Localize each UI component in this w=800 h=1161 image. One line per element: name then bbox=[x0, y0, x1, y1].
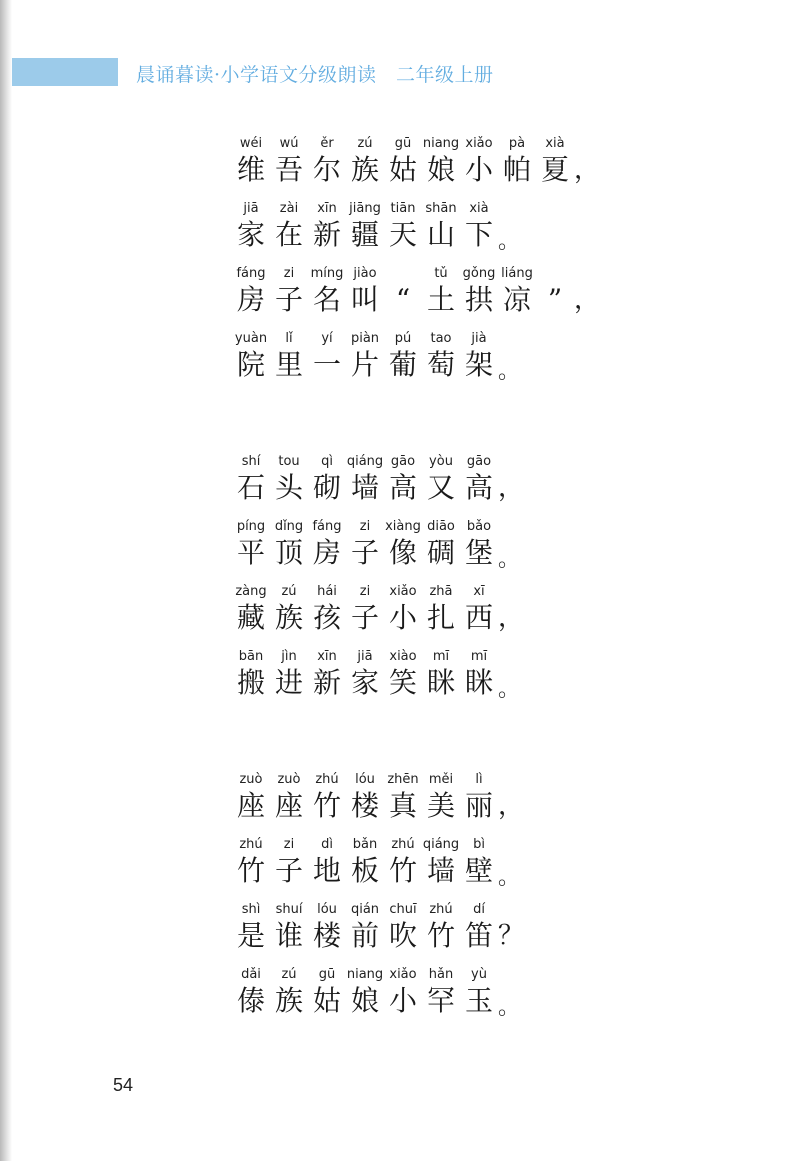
pinyin-syllable: jiā bbox=[357, 649, 373, 664]
hanzi-character: 片 bbox=[350, 348, 379, 381]
pinyin-syllable: ěr bbox=[320, 136, 334, 151]
pinyin-syllable: shì bbox=[241, 902, 261, 917]
poem-line bbox=[232, 961, 612, 1026]
hanzi-character: 扎 bbox=[426, 601, 455, 634]
pinyin-row bbox=[232, 649, 498, 665]
pinyin-syllable: gū bbox=[394, 136, 412, 151]
pinyin-syllable: liáng bbox=[501, 266, 533, 281]
pinyin-syllable: dǎi bbox=[241, 967, 261, 982]
hanzi-character: “ bbox=[395, 283, 411, 316]
hanzi-character: 凉 bbox=[502, 283, 531, 316]
pinyin-syllable: měi bbox=[428, 772, 454, 787]
hanzi-character: 是 bbox=[236, 919, 265, 952]
hanzi-character: 架 bbox=[464, 348, 493, 381]
hanzi-row bbox=[232, 788, 525, 824]
poem-line bbox=[232, 325, 612, 390]
poem-line bbox=[232, 831, 612, 896]
hanzi-character: 帕 bbox=[502, 153, 531, 186]
pinyin-syllable: xià bbox=[469, 201, 489, 216]
pinyin-syllable: jiā bbox=[243, 201, 259, 216]
stanza bbox=[232, 766, 612, 1026]
pinyin-syllable bbox=[384, 266, 422, 282]
pinyin-syllable: hǎn bbox=[428, 967, 454, 982]
pinyin-syllable: niang bbox=[422, 136, 460, 151]
pinyin-syllable: shí bbox=[241, 454, 261, 469]
hanzi-character: 丽 bbox=[464, 789, 493, 822]
pinyin-syllable: bān bbox=[238, 649, 264, 664]
hanzi-character: 拱 bbox=[464, 283, 493, 316]
punctuation-mark: 。 bbox=[498, 995, 521, 1020]
page-spine-shadow bbox=[0, 0, 12, 1161]
pinyin-syllable: zhú bbox=[315, 772, 339, 787]
pinyin-syllable: zú bbox=[281, 584, 297, 599]
hanzi-character: 竹 bbox=[236, 854, 265, 887]
pinyin-syllable: fáng bbox=[236, 266, 266, 281]
pinyin-syllable: zi bbox=[283, 837, 295, 852]
hanzi-character: 笛 bbox=[464, 919, 493, 952]
pinyin-syllable: jiāng bbox=[349, 201, 381, 216]
hanzi-character: 座 bbox=[236, 789, 265, 822]
pinyin-syllable: zhú bbox=[239, 837, 263, 852]
hanzi-character: ” bbox=[547, 283, 563, 316]
pinyin-syllable: qì bbox=[321, 454, 333, 469]
pinyin-syllable: hái bbox=[317, 584, 337, 599]
pinyin-syllable: zàng bbox=[235, 584, 267, 599]
hanzi-character: 谁 bbox=[274, 919, 303, 952]
punctuation-mark: ， bbox=[498, 791, 525, 821]
poem-line bbox=[232, 766, 612, 831]
hanzi-character: 墙 bbox=[426, 854, 455, 887]
hanzi-character: 家 bbox=[236, 218, 265, 251]
pinyin-syllable: yù bbox=[471, 967, 487, 982]
hanzi-character: 楼 bbox=[350, 789, 379, 822]
pinyin-syllable: tao bbox=[430, 331, 452, 346]
hanzi-character: 夏 bbox=[540, 153, 569, 186]
punctuation-mark: 。 bbox=[498, 865, 521, 890]
header-color-bar bbox=[12, 58, 118, 86]
pinyin-row bbox=[232, 837, 498, 853]
hanzi-character: 高 bbox=[388, 471, 417, 504]
hanzi-character: 小 bbox=[464, 153, 493, 186]
pinyin-syllable: jìn bbox=[281, 649, 297, 664]
hanzi-character: 吾 bbox=[274, 153, 303, 186]
pinyin-row bbox=[232, 331, 498, 347]
hanzi-character: 碉 bbox=[426, 536, 455, 569]
pinyin-syllable: qiáng bbox=[422, 837, 460, 852]
hanzi-character: 小 bbox=[388, 601, 417, 634]
punctuation-mark: 。 bbox=[498, 547, 521, 572]
hanzi-character: 新 bbox=[312, 666, 341, 699]
pinyin-syllable: píng bbox=[236, 519, 266, 534]
pinyin-syllable: xīn bbox=[317, 201, 337, 216]
pinyin-syllable: lǐ bbox=[285, 331, 293, 346]
hanzi-character: 头 bbox=[274, 471, 303, 504]
hanzi-character: 罕 bbox=[426, 984, 455, 1017]
hanzi-character: 玉 bbox=[464, 984, 493, 1017]
punctuation-mark: ， bbox=[574, 155, 601, 185]
pinyin-syllable: tǔ bbox=[434, 266, 448, 281]
pinyin-syllable: shuí bbox=[275, 902, 303, 917]
hanzi-row bbox=[232, 918, 525, 954]
pinyin-syllable: tiān bbox=[390, 201, 416, 216]
pinyin-row bbox=[232, 201, 498, 217]
punctuation-mark: ， bbox=[498, 473, 525, 503]
hanzi-character: 一 bbox=[312, 348, 341, 381]
hanzi-character: 族 bbox=[274, 601, 303, 634]
punctuation-mark: 。 bbox=[498, 359, 521, 384]
pinyin-syllable: zài bbox=[279, 201, 299, 216]
pinyin-syllable: xiǎo bbox=[389, 967, 417, 982]
poem-line bbox=[232, 195, 612, 260]
pinyin-syllable: gǒng bbox=[462, 266, 496, 281]
hanzi-character: 座 bbox=[274, 789, 303, 822]
pinyin-syllable: dǐng bbox=[274, 519, 304, 534]
hanzi-character: 美 bbox=[426, 789, 455, 822]
pinyin-syllable: zú bbox=[281, 967, 297, 982]
hanzi-character: 里 bbox=[274, 348, 303, 381]
punctuation-mark: ， bbox=[498, 603, 525, 633]
hanzi-character: 墙 bbox=[350, 471, 379, 504]
pinyin-syllable: gāo bbox=[466, 454, 492, 469]
punctuation-mark: 。 bbox=[498, 229, 521, 254]
pinyin-syllable: míng bbox=[310, 266, 344, 281]
hanzi-character: 萄 bbox=[426, 348, 455, 381]
hanzi-character: 族 bbox=[350, 153, 379, 186]
pinyin-syllable: gū bbox=[318, 967, 336, 982]
hanzi-character: 子 bbox=[274, 283, 303, 316]
hanzi-character: 竹 bbox=[312, 789, 341, 822]
pinyin-syllable: yí bbox=[321, 331, 333, 346]
hanzi-character: 土 bbox=[426, 283, 455, 316]
pinyin-syllable: zhú bbox=[391, 837, 415, 852]
pinyin-syllable: yòu bbox=[429, 454, 453, 469]
stanza bbox=[232, 448, 612, 708]
hanzi-character: 葡 bbox=[388, 348, 417, 381]
pinyin-syllable: bǎn bbox=[352, 837, 378, 852]
hanzi-character: 平 bbox=[236, 536, 265, 569]
hanzi-character: 眯 bbox=[426, 666, 455, 699]
hanzi-character: 子 bbox=[350, 536, 379, 569]
pinyin-syllable: lóu bbox=[355, 772, 375, 787]
pinyin-row bbox=[232, 967, 498, 983]
pinyin-syllable: zi bbox=[359, 519, 371, 534]
pinyin-syllable: jià bbox=[471, 331, 487, 346]
hanzi-character: 前 bbox=[350, 919, 379, 952]
hanzi-character: 房 bbox=[312, 536, 341, 569]
hanzi-character: 天 bbox=[388, 218, 417, 251]
hanzi-character: 搬 bbox=[236, 666, 265, 699]
pinyin-syllable: lóu bbox=[317, 902, 337, 917]
hanzi-character: 娘 bbox=[426, 153, 455, 186]
hanzi-character: 进 bbox=[274, 666, 303, 699]
pinyin-row bbox=[232, 136, 574, 152]
hanzi-character: 子 bbox=[274, 854, 303, 887]
hanzi-character: 姑 bbox=[388, 153, 417, 186]
pinyin-row bbox=[232, 902, 498, 918]
poem-line bbox=[232, 448, 612, 513]
hanzi-character: 板 bbox=[350, 854, 379, 887]
pinyin-syllable: chuī bbox=[389, 902, 417, 917]
pinyin-syllable bbox=[536, 266, 574, 282]
hanzi-character: 姑 bbox=[312, 984, 341, 1017]
pinyin-syllable: xiǎo bbox=[465, 136, 493, 151]
pinyin-syllable: niang bbox=[346, 967, 384, 982]
pinyin-syllable: yuàn bbox=[234, 331, 268, 346]
hanzi-character: 顶 bbox=[274, 536, 303, 569]
hanzi-character: 下 bbox=[464, 218, 493, 251]
hanzi-character: 真 bbox=[388, 789, 417, 822]
pinyin-syllable: tou bbox=[278, 454, 300, 469]
pinyin-syllable: mī bbox=[432, 649, 450, 664]
hanzi-character: 笑 bbox=[388, 666, 417, 699]
poem-body bbox=[232, 130, 612, 1026]
punctuation-mark: ？ bbox=[498, 921, 525, 951]
hanzi-character: 石 bbox=[236, 471, 265, 504]
pinyin-row bbox=[232, 454, 498, 470]
poem-line bbox=[232, 130, 612, 195]
pinyin-syllable: xīn bbox=[317, 649, 337, 664]
hanzi-character: 壁 bbox=[464, 854, 493, 887]
pinyin-syllable: qiáng bbox=[346, 454, 384, 469]
pinyin-row bbox=[232, 519, 498, 535]
hanzi-character: 地 bbox=[312, 854, 341, 887]
hanzi-character: 在 bbox=[274, 218, 303, 251]
hanzi-character: 名 bbox=[312, 283, 341, 316]
page-number: 54 bbox=[113, 1075, 134, 1095]
pinyin-syllable: gāo bbox=[390, 454, 416, 469]
hanzi-character: 房 bbox=[236, 283, 265, 316]
pinyin-syllable: zú bbox=[357, 136, 373, 151]
punctuation-mark: ， bbox=[574, 285, 601, 315]
hanzi-character: 藏 bbox=[236, 601, 265, 634]
hanzi-character: 族 bbox=[274, 984, 303, 1017]
hanzi-character: 山 bbox=[426, 218, 455, 251]
pinyin-syllable: zhú bbox=[429, 902, 453, 917]
hanzi-row bbox=[232, 347, 521, 397]
pinyin-syllable: pú bbox=[394, 331, 412, 346]
hanzi-character: 疆 bbox=[350, 218, 379, 251]
stanza bbox=[232, 130, 612, 390]
pinyin-syllable: xī bbox=[473, 584, 485, 599]
pinyin-syllable: diāo bbox=[427, 519, 455, 534]
hanzi-character: 楼 bbox=[312, 919, 341, 952]
poem-line bbox=[232, 578, 612, 643]
pinyin-syllable: lì bbox=[475, 772, 483, 787]
hanzi-character: 子 bbox=[350, 601, 379, 634]
pinyin-syllable: fáng bbox=[312, 519, 342, 534]
hanzi-character: 维 bbox=[236, 153, 265, 186]
pinyin-syllable: bì bbox=[473, 837, 485, 852]
pinyin-syllable: zuò bbox=[239, 772, 263, 787]
hanzi-character: 高 bbox=[464, 471, 493, 504]
hanzi-character: 吹 bbox=[388, 919, 417, 952]
hanzi-row bbox=[232, 665, 521, 715]
pinyin-syllable: pà bbox=[508, 136, 526, 151]
hanzi-character: 砌 bbox=[312, 471, 341, 504]
hanzi-character: 竹 bbox=[426, 919, 455, 952]
poem-line bbox=[232, 513, 612, 578]
pinyin-syllable: mī bbox=[470, 649, 488, 664]
pinyin-syllable: xiàng bbox=[385, 519, 421, 534]
hanzi-character: 傣 bbox=[236, 984, 265, 1017]
pinyin-syllable: zhā bbox=[429, 584, 453, 599]
pinyin-syllable: jiào bbox=[353, 266, 377, 281]
hanzi-character: 眯 bbox=[464, 666, 493, 699]
hanzi-row bbox=[232, 983, 521, 1033]
hanzi-character: 叫 bbox=[350, 283, 379, 316]
hanzi-character: 堡 bbox=[464, 536, 493, 569]
hanzi-character: 西 bbox=[464, 601, 493, 634]
pinyin-syllable: zuò bbox=[277, 772, 301, 787]
hanzi-character: 新 bbox=[312, 218, 341, 251]
pinyin-syllable: wéi bbox=[239, 136, 263, 151]
pinyin-syllable: piàn bbox=[350, 331, 380, 346]
hanzi-row bbox=[232, 600, 525, 636]
pinyin-syllable: qián bbox=[350, 902, 380, 917]
hanzi-character: 尔 bbox=[312, 153, 341, 186]
poem-line bbox=[232, 643, 612, 708]
poem-line bbox=[232, 260, 612, 325]
pinyin-syllable: shān bbox=[425, 201, 457, 216]
hanzi-row bbox=[232, 470, 525, 506]
hanzi-character: 竹 bbox=[388, 854, 417, 887]
punctuation-mark: 。 bbox=[498, 677, 521, 702]
pinyin-syllable: wú bbox=[279, 136, 299, 151]
hanzi-character: 院 bbox=[236, 348, 265, 381]
hanzi-row bbox=[232, 152, 601, 188]
hanzi-row bbox=[232, 282, 601, 318]
pinyin-syllable: dí bbox=[473, 902, 485, 917]
pinyin-syllable: zi bbox=[283, 266, 295, 281]
pinyin-syllable: xià bbox=[545, 136, 565, 151]
hanzi-character: 家 bbox=[350, 666, 379, 699]
pinyin-syllable: xiǎo bbox=[389, 584, 417, 599]
poem-line bbox=[232, 896, 612, 961]
pinyin-syllable: zi bbox=[359, 584, 371, 599]
hanzi-character: 小 bbox=[388, 984, 417, 1017]
book-header-title: 晨诵暮读·小学语文分级朗读 二年级上册 bbox=[136, 64, 494, 86]
pinyin-syllable: dì bbox=[321, 837, 333, 852]
hanzi-character: 像 bbox=[388, 536, 417, 569]
hanzi-character: 孩 bbox=[312, 601, 341, 634]
hanzi-character: 又 bbox=[426, 471, 455, 504]
pinyin-syllable: xiào bbox=[389, 649, 417, 664]
pinyin-syllable: bǎo bbox=[466, 519, 492, 534]
hanzi-character: 娘 bbox=[350, 984, 379, 1017]
pinyin-syllable: zhēn bbox=[387, 772, 419, 787]
pinyin-row bbox=[232, 266, 574, 282]
pinyin-row bbox=[232, 584, 498, 600]
pinyin-row bbox=[232, 772, 498, 788]
